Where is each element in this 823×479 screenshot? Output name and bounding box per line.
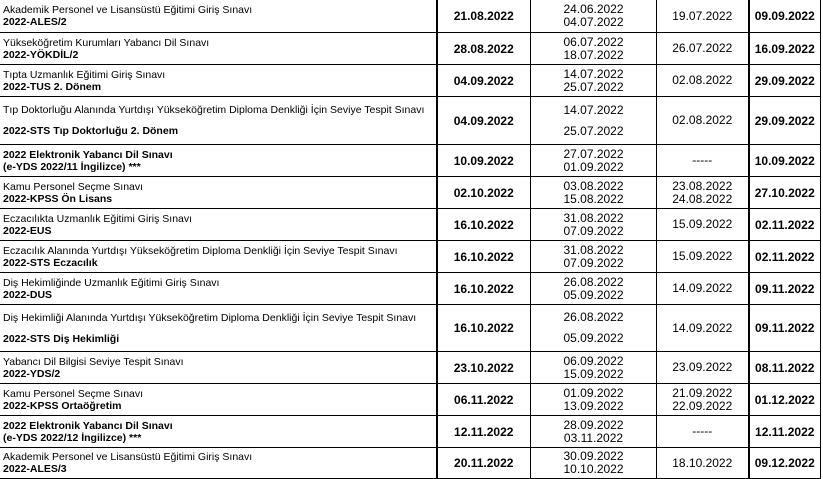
exam-code: 2022-ALES/3 xyxy=(3,463,67,475)
late-application-value: 21.09.2022 xyxy=(672,385,733,400)
late-application-date xyxy=(657,0,749,33)
exam-code: 2022-EUS xyxy=(3,224,52,237)
late-application-value: 26.07.2022 xyxy=(672,41,733,55)
application-start-date: 31.08.2022 xyxy=(563,242,624,257)
application-start-date: 31.08.2022 xyxy=(563,210,624,225)
application-dates xyxy=(531,305,657,352)
exam-date: 20.11.2022 xyxy=(437,448,531,479)
application-start-date: 06.07.2022 xyxy=(563,34,624,49)
exam-name-cell xyxy=(0,273,437,305)
application-dates xyxy=(531,273,657,305)
application-dates xyxy=(531,448,657,479)
result-date: 09.11.2022 xyxy=(749,305,821,352)
exam-row xyxy=(0,448,821,479)
application-start-date: 30.09.2022 xyxy=(563,449,624,463)
exam-title: 2022 Elektronik Yabancı Dil Sınavı xyxy=(3,148,173,161)
exam-row xyxy=(0,305,821,352)
application-dates xyxy=(531,65,657,97)
exam-date: 16.10.2022 xyxy=(437,305,531,352)
exam-title: Diş Hekimliğinde Uzmanlık Eğitimi Giriş Sınavı xyxy=(3,276,220,289)
late-application-date xyxy=(657,33,749,65)
exam-code: 2022-KPSS Ön Lisans xyxy=(3,192,113,205)
application-dates xyxy=(531,209,657,241)
application-end-date: 07.09.2022 xyxy=(563,255,624,270)
exam-date: 23.10.2022 xyxy=(437,352,531,384)
application-end-date: 13.09.2022 xyxy=(563,398,624,413)
exam-row xyxy=(0,65,821,97)
exam-title: Kamu Personel Seçme Sınavı xyxy=(3,180,144,193)
exam-row xyxy=(0,209,821,241)
application-dates xyxy=(531,145,657,177)
result-date: 09.11.2022 xyxy=(749,273,821,305)
application-dates xyxy=(531,352,657,384)
late-application-date xyxy=(657,352,749,384)
result-date: 10.09.2022 xyxy=(749,145,821,177)
late-application-value: ----- xyxy=(692,153,713,167)
late-application-value: 15.09.2022 xyxy=(672,217,733,231)
exam-name-cell xyxy=(0,33,437,65)
exam-name-cell xyxy=(0,352,437,384)
application-end-date: 10.10.2022 xyxy=(563,462,624,476)
late-application-value: 02.08.2022 xyxy=(672,113,733,127)
application-dates xyxy=(531,33,657,65)
exam-code: 2022-STS Eczacılık xyxy=(3,256,98,269)
exam-code: 2022-STS Diş Hekimliği xyxy=(3,332,120,345)
result-date: 27.10.2022 xyxy=(749,177,821,209)
late-application-date xyxy=(657,448,749,479)
result-date: 09.09.2022 xyxy=(749,0,821,33)
application-end-date: 07.09.2022 xyxy=(563,223,624,238)
exam-name-cell xyxy=(0,384,437,416)
late-application-value: 23.08.2022 xyxy=(672,178,733,193)
exam-row xyxy=(0,33,821,65)
exam-name-cell xyxy=(0,448,437,479)
exam-date: 16.10.2022 xyxy=(437,241,531,273)
late-application-date xyxy=(657,145,749,177)
late-application-value: 02.08.2022 xyxy=(672,73,733,87)
exam-row xyxy=(0,241,821,273)
result-date: 01.12.2022 xyxy=(749,384,821,416)
exam-code: 2022-STS Tıp Doktorluğu 2. Dönem xyxy=(3,125,179,137)
late-application-value: 24.08.2022 xyxy=(672,191,733,206)
late-application-date xyxy=(657,209,749,241)
exam-date: 04.09.2022 xyxy=(437,65,531,97)
exam-date: 16.10.2022 xyxy=(437,209,531,241)
exam-code: 2022-DUS xyxy=(3,288,53,301)
exam-row xyxy=(0,145,821,177)
application-dates xyxy=(531,97,657,145)
application-dates xyxy=(531,241,657,273)
application-end-date: 15.09.2022 xyxy=(563,366,624,381)
late-application-date xyxy=(657,65,749,97)
application-end-date: 25.07.2022 xyxy=(563,79,624,94)
application-end-date: 03.11.2022 xyxy=(563,430,624,445)
result-date: 29.09.2022 xyxy=(749,65,821,97)
application-start-date: 03.08.2022 xyxy=(563,178,624,193)
application-end-date: 04.07.2022 xyxy=(563,15,624,29)
exam-title: Tıp Doktorluğu Alanında Yurtdışı Yükseköğretim Diploma Denkliği İçin Seviye Tespit Sınavı xyxy=(3,104,425,116)
late-application-value: 23.09.2022 xyxy=(672,360,733,374)
exam-title: Yabancı Dil Bilgisi Seviye Tespit Sınavı xyxy=(3,355,184,368)
late-application-value: 15.09.2022 xyxy=(672,249,733,263)
exam-title: 2022 Elektronik Yabancı Dil Sınavı xyxy=(3,419,173,432)
application-start-date: 24.06.2022 xyxy=(563,2,624,16)
exam-code: 2022-YDS/2 xyxy=(3,367,61,380)
application-end-date: 01.09.2022 xyxy=(563,159,624,174)
exam-title: Diş Hekimliği Alanında Yurtdışı Yükseköğretim Diploma Denkliği İçin Seviye Tespit Sınavı xyxy=(3,311,417,324)
late-application-date xyxy=(657,177,749,209)
application-end-date: 05.09.2022 xyxy=(563,287,624,302)
exam-title: Kamu Personel Seçme Sınavı xyxy=(3,387,144,400)
exam-name-cell xyxy=(0,209,437,241)
exam-name-cell xyxy=(0,0,437,33)
exam-date: 16.10.2022 xyxy=(437,273,531,305)
application-start-date: 06.09.2022 xyxy=(563,353,624,368)
application-dates xyxy=(531,416,657,448)
late-application-date xyxy=(657,273,749,305)
exam-date: 28.08.2022 xyxy=(437,33,531,65)
application-end-date: 05.09.2022 xyxy=(563,331,624,345)
late-application-date xyxy=(657,416,749,448)
exam-date: 21.08.2022 xyxy=(437,0,531,33)
application-start-date: 28.09.2022 xyxy=(563,417,624,432)
exam-code: 2022-YÖKDİL/2 xyxy=(3,48,79,61)
exam-title: Eczacılıkta Uzmanlık Eğitimi Giriş Sınavı xyxy=(3,212,193,225)
exam-title: Akademik Personel ve Lisansüstü Eğitimi Giriş Sınavı xyxy=(3,451,253,463)
application-dates xyxy=(531,384,657,416)
exam-code: (e-YDS 2022/12 İngilizce) *** xyxy=(3,431,142,444)
exam-name-cell xyxy=(0,145,437,177)
exam-title: Akademik Personel ve Lisansüstü Eğitimi Giriş Sınavı xyxy=(3,4,253,16)
late-application-date xyxy=(657,384,749,416)
exam-name-cell xyxy=(0,241,437,273)
exam-row xyxy=(0,273,821,305)
exam-title: Tıpta Uzmanlık Eğitimi Giriş Sınavı xyxy=(3,68,166,81)
exam-title: Eczacılık Alanında Yurtdışı Yükseköğretim Diploma Denkliği İçin Seviye Tespit Sınavı xyxy=(3,244,398,257)
exam-date: 02.10.2022 xyxy=(437,177,531,209)
late-application-value: 14.09.2022 xyxy=(672,281,733,295)
exam-code: 2022-TUS 2. Dönem xyxy=(3,80,102,93)
exam-row xyxy=(0,416,821,448)
exam-code: (e-YDS 2022/11 İngilizce) *** xyxy=(3,160,141,173)
exam-name-cell xyxy=(0,305,437,352)
exam-name-cell xyxy=(0,65,437,97)
exam-date: 06.11.2022 xyxy=(437,384,531,416)
application-end-date: 15.08.2022 xyxy=(563,191,624,206)
exam-date: 12.11.2022 xyxy=(437,416,531,448)
application-end-date: 18.07.2022 xyxy=(563,47,624,62)
result-date: 02.11.2022 xyxy=(749,209,821,241)
result-date: 02.11.2022 xyxy=(749,241,821,273)
exam-date: 10.09.2022 xyxy=(437,145,531,177)
late-application-date xyxy=(657,305,749,352)
exam-row xyxy=(0,0,821,33)
result-date: 16.09.2022 xyxy=(749,33,821,65)
application-dates xyxy=(531,0,657,33)
exam-name-cell xyxy=(0,416,437,448)
exam-code: 2022-ALES/2 xyxy=(3,16,67,28)
application-start-date: 26.08.2022 xyxy=(563,310,624,324)
application-start-date: 26.08.2022 xyxy=(563,274,624,289)
late-application-value: 18.10.2022 xyxy=(672,455,733,470)
exam-code: 2022-KPSS Ortaöğretim xyxy=(3,399,122,412)
late-application-date xyxy=(657,241,749,273)
application-dates xyxy=(531,177,657,209)
late-application-value: 19.07.2022 xyxy=(672,8,733,23)
result-date: 12.11.2022 xyxy=(749,416,821,448)
exam-name-cell xyxy=(0,97,437,145)
result-date: 08.11.2022 xyxy=(749,352,821,384)
application-start-date: 27.07.2022 xyxy=(563,146,624,161)
late-application-value: 14.09.2022 xyxy=(672,320,733,335)
exam-row xyxy=(0,352,821,384)
late-application-value: 22.09.2022 xyxy=(672,398,733,413)
late-application-date xyxy=(657,97,749,145)
exam-title: Yükseköğretim Kurumları Yabancı Dil Sınavı xyxy=(3,36,210,49)
application-start-date: 14.07.2022 xyxy=(563,66,624,81)
application-start-date: 14.07.2022 xyxy=(563,102,624,117)
result-date: 29.09.2022 xyxy=(749,97,821,145)
exam-row xyxy=(0,97,821,145)
exam-row xyxy=(0,384,821,416)
application-start-date: 01.09.2022 xyxy=(563,385,624,400)
exam-date: 04.09.2022 xyxy=(437,97,531,145)
late-application-value: ----- xyxy=(692,424,713,438)
exam-name-cell xyxy=(0,177,437,209)
application-end-date: 25.07.2022 xyxy=(563,123,624,138)
result-date: 09.12.2022 xyxy=(749,448,821,479)
exam-row xyxy=(0,177,821,209)
